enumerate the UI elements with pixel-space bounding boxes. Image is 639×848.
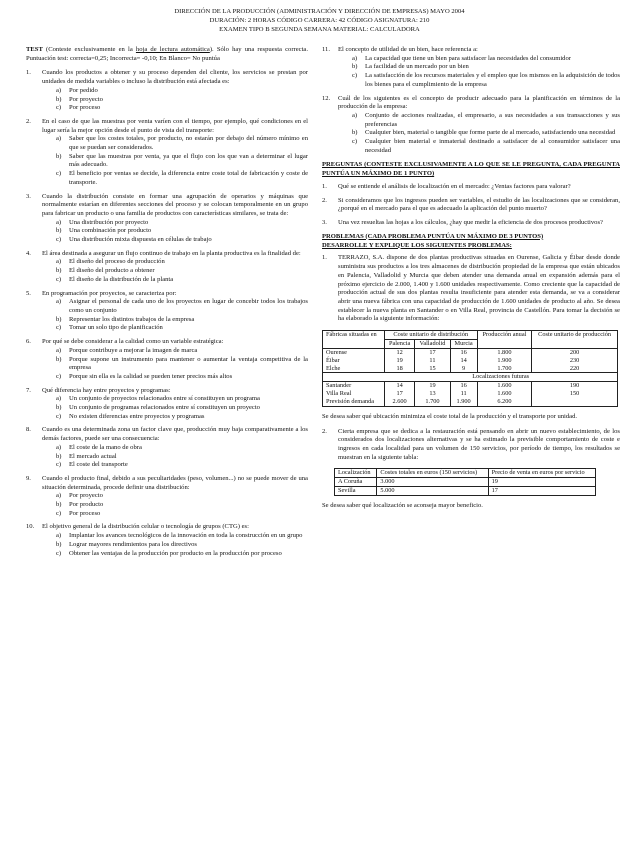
- option-letter: c): [56, 412, 62, 420]
- table-row: [323, 348, 618, 356]
- option-letter: c): [352, 72, 358, 80]
- option-text: Por producto: [69, 501, 104, 509]
- question-body: [42, 193, 308, 245]
- table-cell-cost: 18: [384, 365, 414, 373]
- table-cell-cost: 14: [384, 382, 414, 390]
- option-letter: c): [56, 372, 62, 380]
- option-text: Por proyecto: [69, 95, 103, 103]
- section-2-question: [322, 197, 620, 214]
- left-questions: [26, 69, 308, 558]
- table-cell-cost: 1.900: [450, 398, 477, 406]
- answer-option: [42, 153, 308, 170]
- section-3-title-line-1: PROBLEMAS (CADA PROBLEMA PUNTÚA UN MÁXIMO DE 3 PUNTOS): [322, 232, 544, 240]
- option-letter: b): [56, 501, 62, 509]
- table-cell-cost: 2.600: [384, 398, 414, 406]
- answer-option: [42, 550, 308, 559]
- question-body: [42, 426, 308, 470]
- question-text: Cuando la distribución consiste en formar una agrupación de operarios y máquinas que normalmente estarían en diferentes secciones del proceso y se colocan temporalmente en un grupo para fabricar un producto o una familia de productos con características similares, se trata de:: [42, 192, 308, 217]
- option-letter: b): [352, 129, 358, 137]
- table-cell-cost: 13: [415, 390, 450, 398]
- question-text: Una vez resueltas las hojas a los cálculos, ¿hay que medir la eficiencia de dos procesos productivos?: [338, 218, 603, 226]
- option-text: Cualquier bien material e inmaterial destinado a satisfacer de al consumidor satisfacer una necesidad: [365, 138, 620, 154]
- table-cell-unit-cost: 230: [532, 357, 618, 365]
- option-text: Cualquier bien, material o tangible que forme parte de al mercado, satisfaciendo una necesidad: [365, 129, 616, 137]
- answer-option: [42, 404, 308, 413]
- table-cell-unit-cost: 150: [532, 390, 618, 398]
- option-text: El mercado actual: [69, 452, 117, 460]
- problem-2-text: Cierta empresa que se dedica a la restauración está pensando en abrir un nuevo establecimiento, de los considerados dos localizaciones alternativas y se ha estimado la previsible comportamiento de coste e ingresos en cada localidad para un volumen de 150 servicios, por período de tiempo, los resultados se muestran en la siguiente tabla:: [338, 427, 620, 461]
- answer-option: [42, 453, 308, 462]
- option-text: Porque supone un instrumento para mantener o aumentar la ventaja competitiva de la empresa: [69, 355, 308, 372]
- option-text: Representar los distintos trabajos de la empresa: [69, 315, 195, 323]
- section-2-title: PREGUNTAS (CONTESTE EXCLUSIVAMENTE A LO QUE SE LE PREGUNTA, CADA PREGUNTA PUNTÚA UN MÁXIMO DE 1 PUNTO): [322, 161, 620, 178]
- table-cell-location: Elche: [323, 365, 385, 373]
- question: [26, 193, 308, 245]
- option-text: Saber que los costes totales, por producto, no estarán por debajo del número mínimo en que se puedan ser considerados.: [69, 135, 308, 152]
- table-cell-cost: 14: [450, 357, 477, 365]
- option-letter: a): [56, 532, 62, 540]
- left-column: [26, 46, 308, 563]
- option-text: Por proceso: [69, 104, 101, 112]
- question-text: Por qué se debe considerar a la calidad como un variable estratégica:: [42, 338, 224, 346]
- answer-option: [42, 356, 308, 373]
- question-number: 9.: [26, 474, 31, 482]
- answer-option: [338, 72, 620, 89]
- header-line-2: DURACIÓN: 2 HORAS CÓDIGO CARRERA: 42 CÓDIGO ASIGNATURA: 210: [209, 16, 430, 24]
- option-letter: c): [56, 104, 62, 112]
- table-header-costs: Coste unitario de distribución: [384, 331, 477, 340]
- option-text: Por pedido: [69, 86, 98, 94]
- table2-cell: A Coruña: [335, 478, 377, 487]
- table-col-header: Murcia: [450, 339, 477, 348]
- question-body: [42, 290, 308, 334]
- answer-option: [42, 104, 308, 113]
- option-text: El diseño del proceso de producción: [69, 258, 165, 266]
- option-letter: a): [56, 298, 62, 306]
- section-2-items: [322, 183, 620, 228]
- option-text: La capacidad que tiene un bien para satisfacer las necesidades del consumidor: [365, 54, 571, 62]
- table-row: [323, 398, 618, 406]
- table-cell-cost: 11: [450, 390, 477, 398]
- problem-1-number: 1.: [322, 254, 327, 262]
- question-text: Si consideramos que los ingresos pueden ser variables, el estudio de las localizaciones que se consideran, ¿porqué en el mercado para el que es adecuado la aplicación del punto muerto?: [338, 196, 620, 213]
- option-letter: a): [56, 443, 62, 451]
- table2-cell: 5.000: [377, 487, 488, 496]
- question: [26, 250, 308, 285]
- option-letter: a): [56, 492, 62, 500]
- table-cell-production: 6.200: [477, 398, 532, 406]
- table-cell-production: 1.600: [477, 382, 532, 390]
- option-letter: a): [352, 54, 358, 62]
- question-number: 6.: [26, 338, 31, 346]
- problem-1: [322, 254, 620, 324]
- table2-header: Costes totales en euros (150 servicios): [377, 469, 488, 478]
- question-text: En programación por proyectos, se caracteriza por:: [42, 289, 177, 297]
- option-letter: a): [56, 346, 62, 354]
- question-number: 4.: [26, 249, 31, 257]
- answer-option: [42, 267, 308, 276]
- answer-option: [42, 541, 308, 550]
- table-body-current: [323, 348, 618, 373]
- header-line-1: DIRECCIÓN DE LA PRODUCCIÓN (ADMINISTRACIÓN Y DIRECCIÓN DE EMPRESAS) MAYO 2004: [174, 8, 465, 15]
- question-text: Cuando el producto final, debido a sus peculiaridades (peso, volumen...) no se puede mover de una situación determinada, procede definir una distribución:: [42, 474, 308, 491]
- option-text: La satisfacción de los recursos materiales y el empleo que los mismos en la adquisición de todos los bienes para el cumplimiento de la empresa: [365, 72, 620, 88]
- table-cell-unit-cost: [532, 398, 618, 406]
- table-cell-location: Previsión demanda: [323, 398, 385, 406]
- section-3-title: [322, 233, 620, 251]
- table-cell-cost: 12: [384, 348, 414, 356]
- problem-1-text: TERRAZO, S.A. dispone de dos plantas productivas situadas en Ourense, Galicia y Éibar desde donde suministra sus productos a los tres almacenes de distribución propiedad de la empresa que están ubicados en Palencia, Valladolid y Murcia que deben atender una demanda anual en expansión además para el próximo ejercicio de 2.000, 1.400 y 1.600 unidades respectivamente. Como creciente que la capacidad de producción actual de sus dos plantas resulta insuficiente para atender esta demanda, se va a considerar abrir una nueva fábrica con una capacidad de producción de 1.600 unidades de producto al año. Se desea establecer la nueva planta en Santander o en Villa Real, provincia de Castellón. Para tomar la decisión se ha elaborado la siguiente información:: [338, 254, 620, 323]
- option-letter: c): [56, 275, 62, 283]
- table2-cell: Sevilla: [335, 487, 377, 496]
- option-text: Saber que las muestras por venta, ya que el flujo con los que van a determinar el lugar más adecuado.: [69, 152, 308, 169]
- question: [26, 523, 308, 558]
- question-body: [42, 523, 308, 558]
- answer-option: [42, 258, 308, 267]
- question-text: Qué se entiende el análisis de localización en el mercado: ¿Ventas factores para valorar?: [338, 182, 571, 190]
- question: [26, 387, 308, 422]
- table-cell-cost: 11: [415, 357, 450, 365]
- answer-option: [338, 129, 620, 138]
- answer-option: [42, 461, 308, 470]
- question-number: 5.: [26, 289, 31, 297]
- exam-header: [0, 8, 639, 35]
- answer-option: [42, 347, 308, 356]
- table2-cell: 19: [488, 478, 595, 487]
- table-cell-production: 1.800: [477, 348, 532, 356]
- question: [322, 95, 620, 156]
- table-row: [323, 357, 618, 365]
- option-letter: b): [352, 63, 358, 71]
- answer-option: [42, 170, 308, 187]
- table-header-production: Producción anual: [477, 331, 532, 349]
- answer-option: [42, 501, 308, 510]
- option-letter: c): [56, 236, 62, 244]
- test-text-underlined: hoja de lectura automática: [135, 46, 210, 53]
- option-text: Por proceso: [69, 509, 101, 517]
- question-body: [42, 387, 308, 422]
- question-number: 11.: [322, 46, 330, 53]
- answer-option: [42, 219, 308, 228]
- table-cell-location: Villa Real: [323, 390, 385, 398]
- distribution-costs-table: [322, 330, 618, 407]
- question-text: En el caso de que las muestras por venta varíen con el tiempo, por ejemplo, qué condiciones en el lugar sería la mejor opción desde el punto de vista del transporte:: [42, 117, 308, 134]
- answer-option: [42, 444, 308, 453]
- test-label: TEST: [26, 46, 43, 53]
- question-number: 8.: [26, 426, 31, 434]
- option-text: No existen diferencias entre proyectos y programas: [69, 412, 205, 420]
- answer-option: [42, 324, 308, 333]
- option-letter: c): [56, 324, 62, 332]
- option-letter: b): [56, 227, 62, 235]
- option-text: El diseño de la distribución de la planta: [69, 275, 174, 283]
- table-cell-location: Éibar: [323, 357, 385, 365]
- question-body: [42, 338, 308, 382]
- option-letter: b): [56, 315, 62, 323]
- question-text: El objetivo general de la distribución celular o tecnología de grupos (CTG) es:: [42, 523, 249, 531]
- question: [322, 46, 620, 90]
- table2-cell: 3.000: [377, 478, 488, 487]
- option-letter: c): [56, 170, 62, 178]
- question: [26, 69, 308, 113]
- option-letter: a): [56, 218, 62, 226]
- answer-option: [42, 96, 308, 105]
- option-letter: b): [56, 267, 62, 275]
- option-letter: a): [56, 258, 62, 266]
- question-body: [338, 46, 620, 90]
- right-column: [322, 46, 620, 517]
- right-questions: [322, 46, 620, 155]
- question-number: 2.: [322, 196, 327, 204]
- answer-option: [42, 316, 308, 325]
- table-cell-cost: 16: [450, 382, 477, 390]
- question-number: 10.: [26, 523, 35, 531]
- option-text: El coste del transporte: [69, 461, 128, 469]
- table-cell-location: Ourense: [323, 348, 385, 356]
- table-cell-cost: 9: [450, 365, 477, 373]
- table-cell-cost: 19: [384, 357, 414, 365]
- question-text: El área destinada a asegurar un flujo continuo de trabajo en la planta productiva es la finalidad de:: [42, 249, 301, 257]
- question-number: 1.: [26, 69, 31, 77]
- question-body: [42, 69, 308, 113]
- option-letter: a): [56, 86, 62, 94]
- option-text: Una distribución mixta dispuesta en células de trabajo: [69, 236, 212, 244]
- answer-option: [42, 373, 308, 382]
- restaurant-costs-table: [334, 468, 596, 496]
- table-cell-cost: 1.700: [415, 398, 450, 406]
- option-text: Porque contribuye a mejorar la imagen de marca: [69, 346, 198, 354]
- table-col-header: Valladolid: [415, 339, 450, 348]
- test-instructions: [26, 46, 308, 63]
- option-text: El diseño del producto a obtener: [69, 267, 155, 275]
- problem-1-question: Se desea saber qué ubicación minimiza el coste total de la producción y el transporte por unidad.: [322, 412, 578, 420]
- table-cell-location: Santander: [323, 382, 385, 390]
- table2-cell: 17: [488, 487, 595, 496]
- option-letter: b): [56, 404, 62, 412]
- table-cell-unit-cost: 190: [532, 382, 618, 390]
- table2-header: Precio de venta en euros por servicio: [488, 469, 595, 478]
- test-text-a: (Conteste exclusivamente en la: [42, 46, 136, 53]
- option-text: Obtener las ventajas de la producción por producto en la producción por proceso: [69, 549, 282, 557]
- answer-option: [338, 138, 620, 155]
- question-body: [338, 95, 620, 156]
- test-text-b: ). Sólo hay una respuesta correcta. Puntuación test: correcta=0,25; Incorrecta= -0,10; En Blanco= No puntúa: [26, 46, 308, 62]
- question: [26, 338, 308, 382]
- answer-option: [42, 135, 308, 152]
- option-letter: b): [56, 152, 62, 160]
- question-number: 7.: [26, 386, 31, 394]
- question-body: [42, 118, 308, 188]
- answer-option: [338, 63, 620, 72]
- option-text: El coste de la mano de obra: [69, 443, 142, 451]
- table2-header: Localización: [335, 469, 377, 478]
- option-letter: a): [56, 395, 62, 403]
- header-line-3: EXAMEN TIPO B SEGUNDA SEMANA MATERIAL: CALCULADORA: [219, 25, 420, 33]
- answer-option: [42, 510, 308, 519]
- option-text: Una distribución por proyecto: [69, 218, 149, 226]
- answer-option: [42, 532, 308, 541]
- question-text: Cuando es una determinada zona un factor clave que, producción muy baja comparativamente a los demás factores, puede ser una consecuencia:: [42, 426, 308, 443]
- table-row: [323, 365, 618, 373]
- option-letter: c): [352, 138, 358, 146]
- table-row: [323, 390, 618, 398]
- table-cell-cost: 19: [415, 382, 450, 390]
- option-letter: b): [56, 95, 62, 103]
- question-text: El concepto de utilidad de un bien, hace referencia a:: [338, 46, 478, 53]
- option-text: Tomar un solo tipo de planificación: [69, 324, 163, 332]
- table-cell-unit-cost: 200: [532, 348, 618, 356]
- question-text: Qué diferencia hay entre proyectos y programas:: [42, 386, 171, 394]
- table-header-factories: Fábricas situadas en: [323, 331, 385, 349]
- option-text: Conjunto de acciones realizadas, el empresario, a sus necesidades a sus transacciones y sus preferencias: [365, 111, 620, 128]
- answer-option: [42, 298, 308, 315]
- table-cell-cost: 16: [450, 348, 477, 356]
- option-text: Una combinación por producto: [69, 227, 152, 235]
- question-number: 1.: [322, 182, 327, 190]
- question: [26, 475, 308, 519]
- table-header-unit-cost: Coste unitario de producción: [532, 331, 618, 349]
- question-number: 3.: [26, 192, 31, 200]
- table-cell-production: 1.900: [477, 357, 532, 365]
- problem-2-number: 2.: [322, 427, 327, 435]
- answer-option: [42, 236, 308, 245]
- question-body: [42, 475, 308, 519]
- table-cell-production: 1.700: [477, 365, 532, 373]
- option-text: Implantar los avances tecnológicos de la innovación en toda la construcción en un grupo: [69, 532, 303, 540]
- answer-option: [338, 55, 620, 64]
- table-col-header: Palencia: [384, 339, 414, 348]
- problem-2-question: Se desea saber qué localización se aconseja mayor beneficio.: [322, 501, 483, 509]
- table-header-future: Localizaciones futuras: [384, 373, 617, 382]
- option-text: Asignar el personal de cada uno de los proyectos en lugar de concebir todos los trabajos como un conjunto: [69, 298, 308, 314]
- question: [26, 290, 308, 334]
- table-body-future: [323, 382, 618, 407]
- table-cell-unit-cost: 220: [532, 365, 618, 373]
- option-letter: c): [56, 549, 62, 557]
- question-body: [42, 250, 308, 285]
- answer-option: [42, 276, 308, 285]
- option-letter: a): [352, 111, 358, 119]
- option-letter: b): [56, 355, 62, 363]
- option-letter: a): [56, 135, 62, 143]
- question-text: Cuál de los siguientes es el concepto de producir adecuado para la planificación en términos de la producción de la empresa:: [338, 94, 620, 111]
- answer-option: [42, 492, 308, 501]
- table-cell-cost: 17: [384, 390, 414, 398]
- option-letter: c): [56, 509, 62, 517]
- table-cell-production: 1.600: [477, 390, 532, 398]
- option-text: Lograr mayores rendimientos para los directivos: [69, 540, 197, 548]
- table-cell-cost: 15: [415, 365, 450, 373]
- option-text: Un conjunto de proyectos relacionados entre sí constituyen un programa: [69, 395, 260, 403]
- section-3-title-line-2: DESARROLLE Y EXPLIQUE LOS SIGUIENTES PROBLEMAS:: [322, 241, 512, 249]
- option-text: Un conjunto de programas relacionados entre sí constituyen un proyecto: [69, 404, 260, 412]
- question-text: Cuando los productos a obtener y su proceso dependen del cliente, los servicios se prestan por unidades de medida variables o incluso la distribución está afectada es:: [42, 69, 308, 86]
- option-letter: b): [56, 452, 62, 460]
- section-2-question: [322, 219, 620, 228]
- question-number: 2.: [26, 117, 31, 125]
- question: [26, 118, 308, 188]
- table-row: [323, 382, 618, 390]
- option-text: El beneficio por ventas se decide, la diferencia entre coste total de fabricación y coste de transporte.: [69, 170, 308, 186]
- question-number: 3.: [322, 218, 327, 226]
- answer-option: [42, 395, 308, 404]
- problem-2: [322, 428, 620, 463]
- question-number: 12.: [322, 94, 331, 102]
- table-cell-cost: 17: [415, 348, 450, 356]
- answer-option: [42, 87, 308, 96]
- option-letter: c): [56, 461, 62, 469]
- option-letter: b): [56, 540, 62, 548]
- answer-option: [42, 227, 308, 236]
- option-text: Por proyecto: [69, 492, 103, 500]
- section-2-question: [322, 183, 620, 192]
- option-text: Porque sin ella es la calidad se pueden tener precios más altos: [69, 372, 233, 380]
- answer-option: [338, 112, 620, 129]
- question: [26, 426, 308, 470]
- option-text: La facilidad de un mercado por un bien: [365, 63, 469, 71]
- answer-option: [42, 413, 308, 422]
